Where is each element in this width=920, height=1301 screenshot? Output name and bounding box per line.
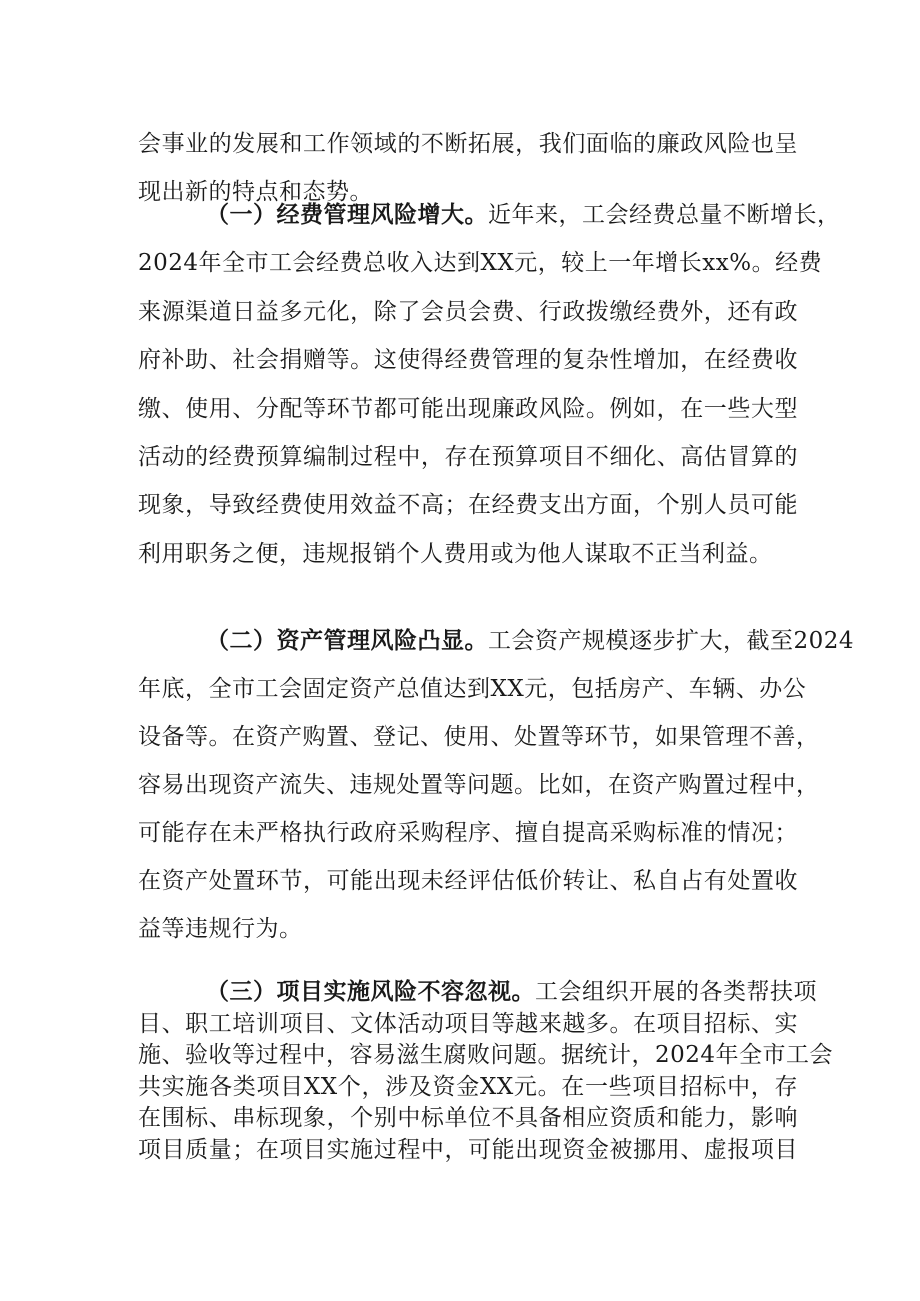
text-line: 设备等。在资产购置、登记、使用、处置等环节，如果管理不善， <box>138 724 820 750</box>
text-line: 现象，导致经费使用效益不高；在经费支出方面，个别人员可能 <box>138 492 798 519</box>
text-line: 施、验收等过程中，容易滋生腐败问题。据统计，2024年全市工会 <box>138 1042 834 1069</box>
text-line: 会事业的发展和工作领域的不断拓展，我们面临的廉政风险也呈 <box>138 131 798 157</box>
text-line: 共实施各类项目XX个，涉及资金XX元。在一些项目招标中，存 <box>138 1073 798 1100</box>
paragraph-asset-risk <box>138 617 855 953</box>
text-line: 现出新的特点和态势。 <box>138 179 373 205</box>
text-line: 容易出现资产流失、违规处置等问题。比如，在资产购置过程中， <box>138 772 820 798</box>
text-line <box>138 617 855 665</box>
paragraph-project-risk <box>138 976 834 1167</box>
text-line: 府补助、社会捐赠等。这使得经费管理的复杂性增加，在经费收 <box>138 347 798 374</box>
text-line: 益等违规行为。 <box>138 916 303 942</box>
text-segment: 工会资产规模逐步扩大，截至2024 <box>488 628 855 654</box>
section-heading: （三）项目实施风险不容忽视。 <box>206 978 535 1005</box>
text-line: 缴、使用、分配等环节都可能出现廉政风险。例如，在一些大型 <box>138 395 798 422</box>
section-heading: （一）经费管理风险增大。 <box>206 201 488 228</box>
text-line: 可能存在未严格执行政府采购程序、擅自提高采购标准的情况； <box>138 820 798 846</box>
text-line: 来源渠道日益多元化，除了会员会费、行政拨缴经费外，还有政 <box>138 298 798 325</box>
text-line: 利用职务之便，违规报销个人费用或为他人谋取不正当利益。 <box>138 540 773 567</box>
text-line: 活动的经费预算编制过程中，存在预算项目不细化、高估冒算的 <box>138 444 798 471</box>
text-line: 年底，全市工会固定资产总值达到XX元，包括房产、车辆、办公 <box>138 676 807 702</box>
text-line <box>138 191 841 239</box>
text-line: 在资产处置环节，可能出现未经评估低价转让、私自占有处置收 <box>138 868 798 894</box>
text-line: 项目质量；在项目实施过程中，可能出现资金被挪用、虚报项目 <box>138 1136 798 1163</box>
text-line <box>138 976 817 1009</box>
text-segment: 工会组织开展的各类帮扶项 <box>535 979 817 1005</box>
text-line: 目、职工培训项目、文体活动项目等越来越多。在项目招标、实 <box>138 1010 798 1037</box>
text-line: 2024年全市工会经费总收入达到XX元，较上一年增长xx%。经费 <box>138 250 823 277</box>
paragraph-funding-risk <box>138 191 841 578</box>
text-segment: 近年来，工会经费总量不断增长， <box>488 202 841 228</box>
text-line: 在围标、串标现象，个别中标单位不具备相应资质和能力，影响 <box>138 1105 798 1132</box>
section-heading: （二）资产管理风险凸显。 <box>206 627 488 654</box>
